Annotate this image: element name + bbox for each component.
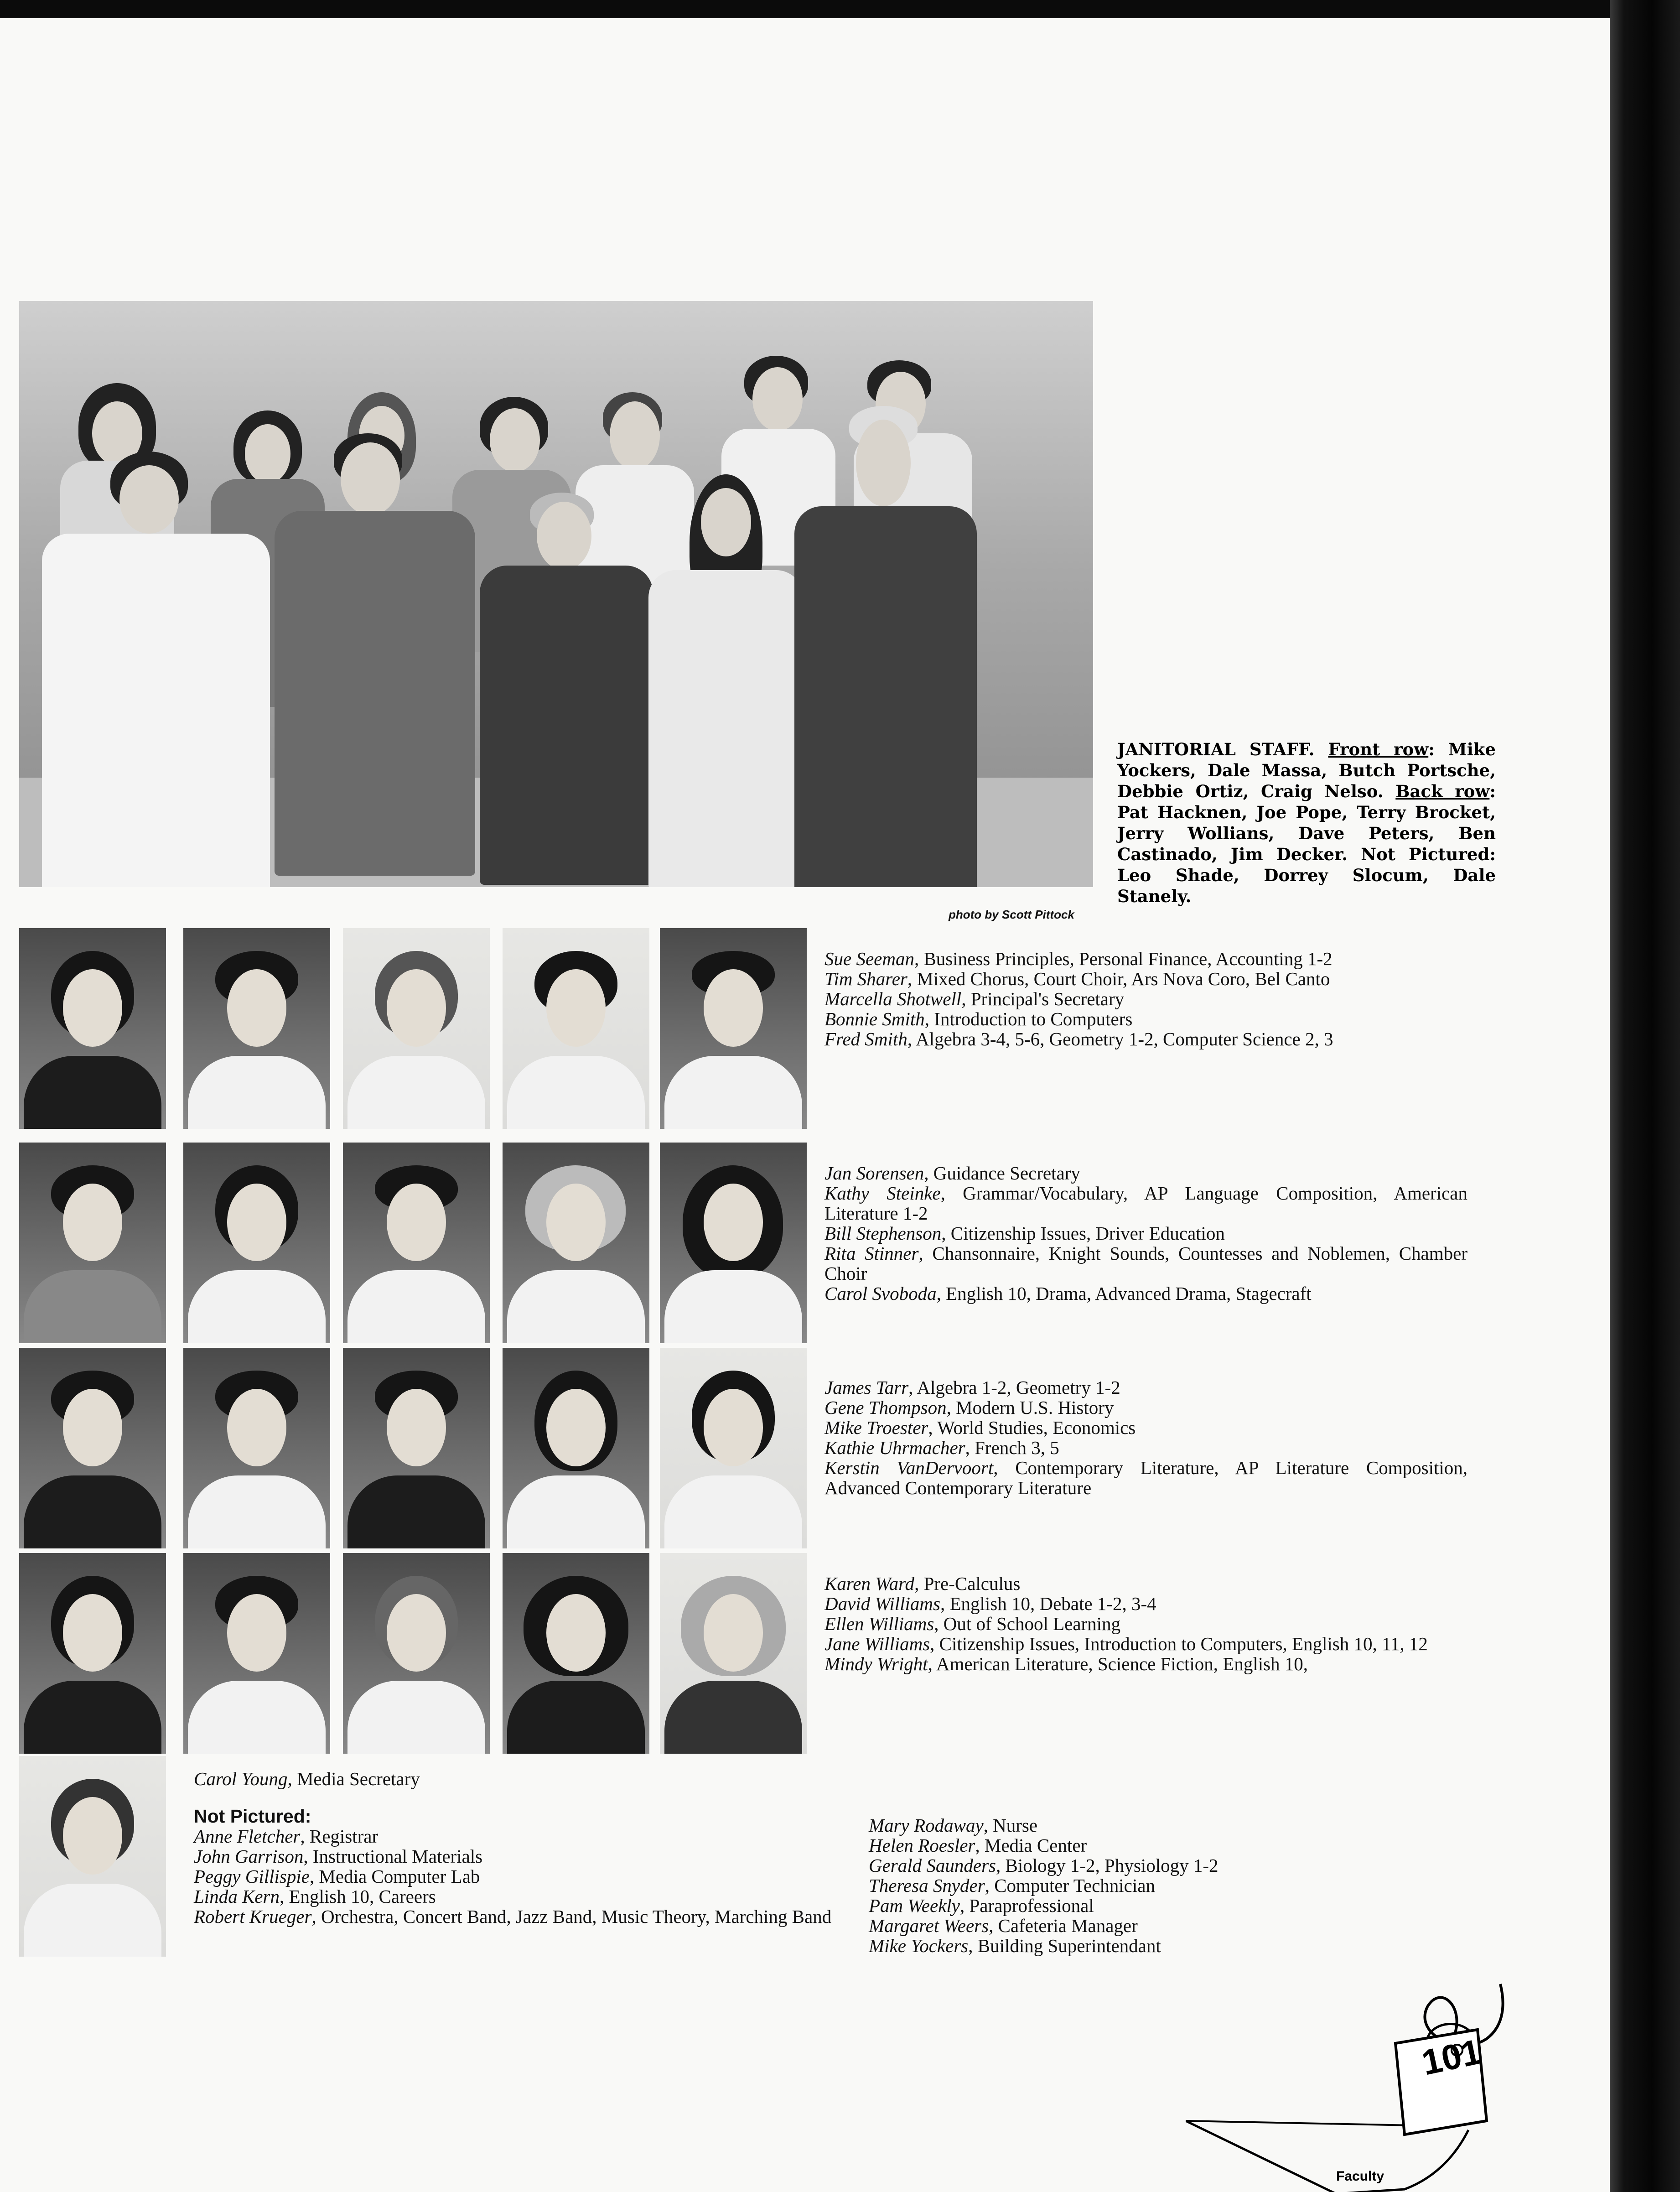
portrait-photo: [503, 1553, 649, 1754]
faculty-entry: Mary Rodaway, Nurse: [869, 1815, 1038, 1836]
faculty-entry: Theresa Snyder, Computer Technician: [869, 1875, 1155, 1896]
portrait-photo: [343, 1553, 490, 1754]
portrait-photo: [183, 1553, 330, 1754]
portrait-row-1: [19, 928, 804, 1129]
faculty-entry: Fred Smith, Algebra 3-4, 5-6, Geometry 1-2, Computer Science 2, 3: [824, 1028, 1333, 1049]
photo-credit: photo by Scott Pittock: [949, 908, 1074, 921]
portrait-photo: [503, 1143, 649, 1343]
portrait-photo: [19, 1553, 166, 1754]
portrait-row-3: [19, 1348, 804, 1548]
portrait-photo-carol-young: [19, 1756, 166, 1957]
portrait-photo: [343, 1348, 490, 1548]
faculty-entry: Jane Williams, Citizenship Issues, Introduction to Computers, English 10, 11, 12: [824, 1633, 1428, 1654]
faculty-entry: Carol Svoboda, English 10, Drama, Advanced Drama, Stagecraft: [824, 1283, 1312, 1304]
janitorial-staff-caption: JANITORIAL STAFF. Front row: Mike Yockers, Dale Massa, Butch Portsche, Debbie Ortiz, Craig Nelso. Back row: Pat Hacknen, Joe Pope, Terry Brocket, Jerry Wollians, Dave Peters, Ben Castinado, Jim Decker. Not Pictured: Leo Shade, Dorrey Slocum, Dale Stanely.: [1117, 739, 1496, 906]
row-1-text: [824, 949, 1467, 1049]
row-3-text: [824, 1377, 1467, 1498]
back-row-names: Pat Hacknen, Joe Pope, Terry Brocket, Jerry Wollians, Dave Peters, Ben Castinado, Jim Decker.: [1117, 802, 1496, 864]
faculty-entry: Tim Sharer, Mixed Chorus, Court Choir, Ars Nova Coro, Bel Canto: [824, 968, 1330, 989]
not-pictured-left-column: [194, 1806, 832, 1927]
portrait-row-4: [19, 1553, 804, 1754]
faculty-entry: John Garrison, Instructional Materials: [194, 1846, 483, 1867]
row-4-text: [824, 1574, 1467, 1674]
portrait-photo: [343, 928, 490, 1129]
faculty-entry: Margaret Weers, Cafeteria Manager: [869, 1915, 1138, 1936]
faculty-entry: Linda Kern, English 10, Careers: [194, 1886, 436, 1907]
portrait-photo: [183, 928, 330, 1129]
portrait-photo: [660, 1143, 807, 1343]
carol-young-entry: Carol Young, Media Secretary: [194, 1768, 420, 1789]
book-binding-edge: [1610, 0, 1680, 2192]
faculty-entry: Helen Roesler, Media Center: [869, 1835, 1087, 1856]
portrait-photo: [660, 1348, 807, 1548]
faculty-entry: Kathy Steinke, Grammar/Vocabulary, AP Language Composition, American Literature 1-2: [824, 1183, 1468, 1224]
faculty-entry: Kathie Uhrmacher, French 3, 5: [824, 1437, 1059, 1458]
faculty-entry: Mindy Wright, American Literature, Science Fiction, English 10,: [824, 1653, 1308, 1674]
faculty-entry: Bill Stephenson, Citizenship Issues, Driver Education: [824, 1223, 1225, 1244]
portrait-row-2: [19, 1143, 804, 1343]
section-label: Faculty: [1336, 2169, 1384, 2184]
janitorial-staff-group-photo: [19, 301, 1093, 887]
not-pictured-right-column: [869, 1815, 1416, 1956]
portrait-photo: [19, 1143, 166, 1343]
portrait-photo: [660, 928, 807, 1129]
faculty-entry: Marcella Shotwell, Principal's Secretary: [824, 988, 1125, 1009]
portrait-photo: [503, 928, 649, 1129]
back-row-label: Back row: [1395, 781, 1490, 801]
portrait-photo: [343, 1143, 490, 1343]
faculty-entry: David Williams, English 10, Debate 1-2, 3-4: [824, 1593, 1156, 1614]
portrait-photo: [19, 1348, 166, 1548]
faculty-entry: James Tarr, Algebra 1-2, Geometry 1-2: [824, 1377, 1120, 1398]
portrait-photo: [660, 1553, 807, 1754]
portrait-photo: [183, 1348, 330, 1548]
not-pictured-heading: Not Pictured:: [194, 1806, 311, 1827]
faculty-entry: Robert Krueger, Orchestra, Concert Band, Jazz Band, Music Theory, Marching Band: [194, 1906, 832, 1927]
faculty-entry: Ellen Williams, Out of School Learning: [824, 1613, 1121, 1634]
faculty-entry: Kerstin VanDervoort, Contemporary Literature, AP Literature Composition, Advanced Contemporary Literature: [824, 1457, 1468, 1498]
faculty-entry: Gene Thompson, Modern U.S. History: [824, 1397, 1114, 1418]
front-row-label: Front row: [1328, 739, 1429, 759]
portrait-photo: [19, 928, 166, 1129]
not-pictured-names: Leo Shade, Dorrey Slocum, Dale Stanely.: [1117, 865, 1496, 906]
faculty-entry: Sue Seeman, Business Principles, Personal Finance, Accounting 1-2: [824, 948, 1333, 969]
faculty-entry: Pam Weekly, Paraprofessional: [869, 1895, 1094, 1916]
faculty-entry: Mike Troester, World Studies, Economics: [824, 1417, 1136, 1438]
faculty-entry: Peggy Gillispie, Media Computer Lab: [194, 1866, 480, 1887]
portrait-photo: [503, 1348, 649, 1548]
faculty-entry: Gerald Saunders, Biology 1-2, Physiology 1-2: [869, 1855, 1219, 1876]
portrait-photo: [183, 1143, 330, 1343]
faculty-entry: Anne Fletcher, Registrar: [194, 1826, 379, 1847]
caption-title: JANITORIAL STAFF.: [1117, 739, 1315, 759]
faculty-entry: Karen Ward, Pre-Calculus: [824, 1573, 1021, 1594]
front-row-names: Mike Yockers, Dale Massa, Butch Portsche, Debbie Ortiz, Craig Nelso.: [1117, 739, 1496, 801]
faculty-entry: Rita Stinner, Chansonnaire, Knight Sounds, Countesses and Noblemen, Chamber Choir: [824, 1243, 1467, 1284]
page-number: 101: [1418, 2031, 1485, 2083]
faculty-entry: Bonnie Smith, Introduction to Computers: [824, 1008, 1133, 1029]
ribbon-tag-icon: [1186, 1975, 1532, 2192]
not-pictured-label: Not Pictured:: [1361, 844, 1496, 864]
yearbook-page: [0, 18, 1610, 2192]
faculty-entry: Mike Yockers, Building Superintendant: [869, 1935, 1161, 1956]
row-2-text: [824, 1163, 1467, 1304]
faculty-entry: Jan Sorensen, Guidance Secretary: [824, 1163, 1080, 1184]
